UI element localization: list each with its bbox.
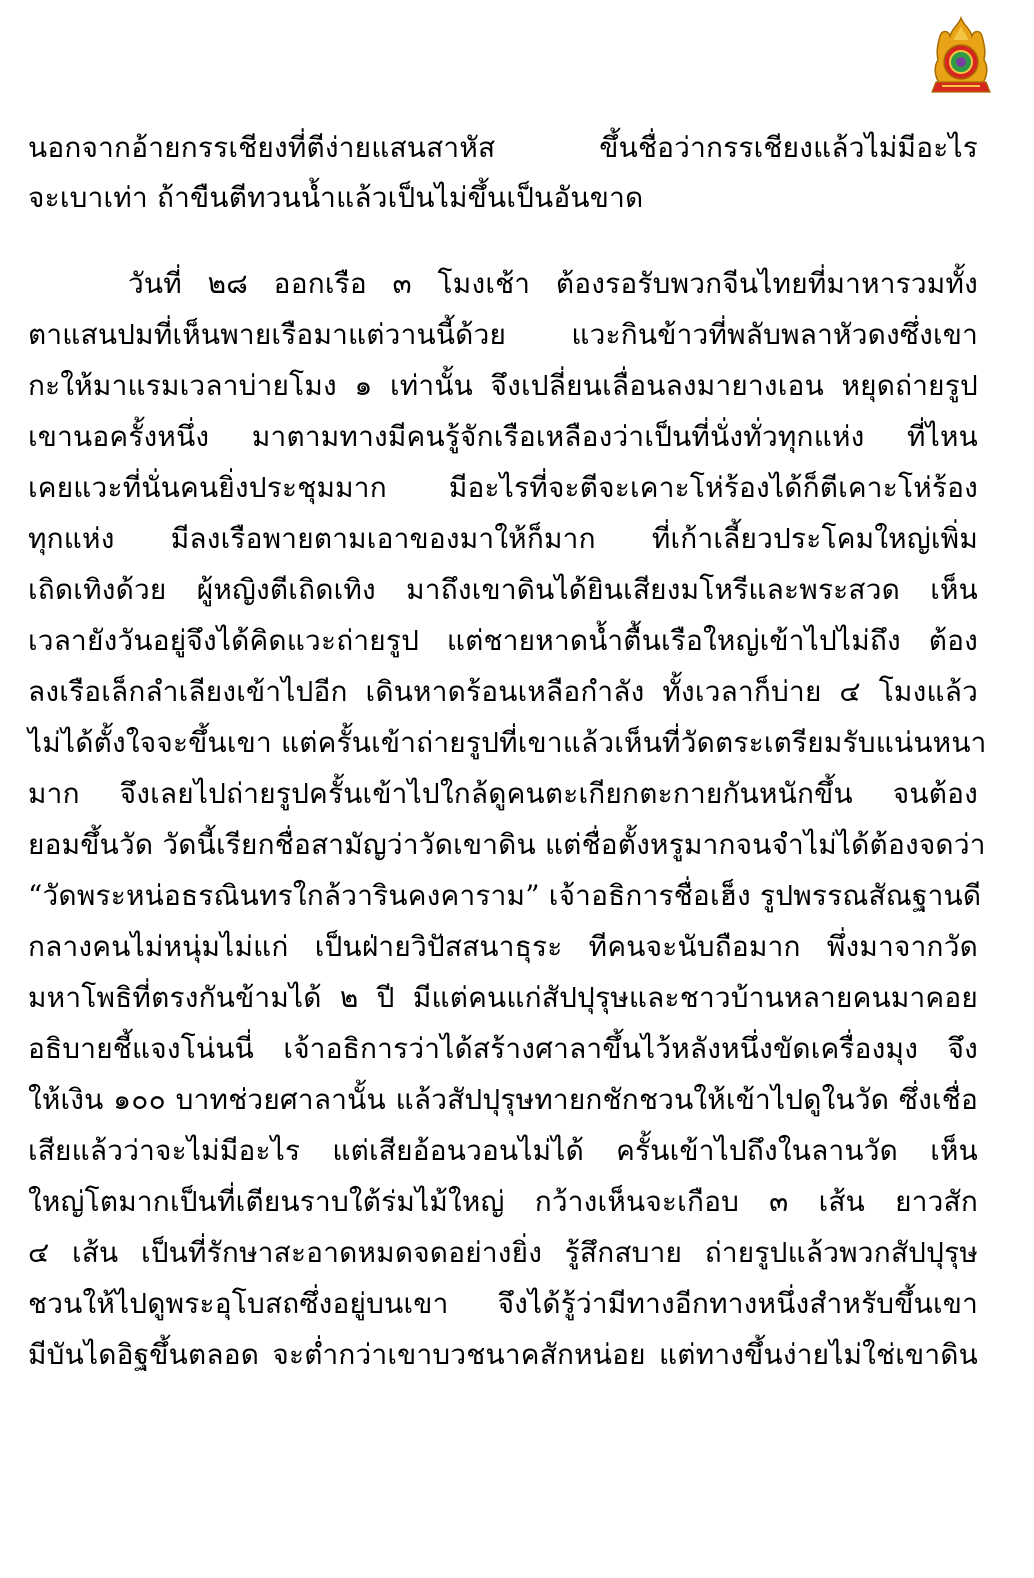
text-line: เถิดเทิงด้วย ผู้หญิงตีเถิดเทิง มาถึงเขาดินได้ยินเสียงมโหรีและพระสวด เห็น bbox=[28, 573, 978, 606]
text-line: กะให้มาแรมเวลาบ่ายโมง ๑ เท่านั้น จึงเปลี่ยนเลื่อนลงมายางเอน หยุดถ่ายรูป bbox=[28, 369, 978, 402]
text-line: มาก จึงเลยไปถ่ายรูปครั้นเข้าไปใกล้ดูคนตะเกียกตะกายกันหนักขึ้น จนต้อง bbox=[28, 777, 978, 810]
text-line: ตาแสนปมที่เห็นพายเรือมาแต่วานนี้ด้วย แวะกินข้าวที่พลับพลาหัวดงซึ่งเขา bbox=[28, 318, 978, 351]
text-line: มหาโพธิที่ตรงกันข้ามได้ ๒ ปี มีแต่คนแก่สัปปุรุษและชาวบ้านหลายคนมาคอย bbox=[28, 981, 978, 1014]
text-line: “วัดพระหน่อธรณินทรใกล้วารินคงคาราม” เจ้าอธิการชื่อเฮ็ง รูปพรรณสัณฐานดี bbox=[28, 879, 982, 912]
text-line: ใหญ่โตมากเป็นที่เตียนราบใต้ร่มไม้ใหญ่ กว้างเห็นจะเกือบ ๓ เส้น ยาวสัก bbox=[28, 1185, 978, 1218]
text-line: ชวนให้ไปดูพระอุโบสถซึ่งอยู่บนเขา จึงได้รู้ว่ามีทางอีกทางหนึ่งสำหรับขึ้นเขา bbox=[28, 1287, 978, 1320]
text-line: กลางคนไม่หนุ่มไม่แก่ เป็นฝ่ายวิปัสสนาธุระ ทีคนจะนับถือมาก พึ่งมาจากวัด bbox=[28, 930, 978, 963]
text-line: เสียแล้วว่าจะไม่มีอะไร แต่เสียอ้อนวอนไม่ได้ ครั้นเข้าไปถึงในลานวัด เห็น bbox=[28, 1134, 978, 1167]
text-line: อธิบายชี้แจงโน่นนี่ เจ้าอธิการว่าได้สร้างศาลาขึ้นไว้หลังหนึ่งขัดเครื่องมุง จึง bbox=[28, 1032, 978, 1065]
text-line: เคยแวะที่นั่นคนยิ่งประชุมมาก มีอะไรที่จะตีจะเคาะโห่ร้องได้ก็ตีเคาะโห่ร้อง bbox=[28, 471, 978, 504]
text-line: วันที่ ๒๘ ออกเรือ ๓ โมงเช้า ต้องรอรับพวกจีนไทยที่มาหารวมทั้ง bbox=[128, 267, 978, 300]
text-line: ๔ เส้น เป็นที่รักษาสะอาดหมดจดอย่างยิ่ง รู้สึกสบาย ถ่ายรูปแล้วพวกสัปปุรุษ bbox=[28, 1236, 978, 1269]
school-emblem-icon bbox=[928, 16, 994, 96]
text-line: นอกจากอ้ายกรรเชียงที่ตีง่ายแสนสาหัส ขึ้นชื่อว่ากรรเชียงแล้วไม่มีอะไร bbox=[28, 131, 978, 164]
text-line: ไม่ได้ตั้งใจจะขึ้นเขา แต่ครั้นเข้าถ่ายรูปที่เขาแล้วเห็นที่วัดตระเตรียมรับแน่นหนา bbox=[28, 726, 987, 759]
text-line: ทุกแห่ง มีลงเรือพายตามเอาของมาให้ก็มาก ที่เก้าเลี้ยวประโคมใหญ่เพิ่ม bbox=[28, 522, 978, 555]
text-line: เวลายังวันอยู่จึงได้คิดแวะถ่ายรูป แต่ชายหาดน้ำตื้นเรือใหญ่เข้าไปไม่ถึง ต้อง bbox=[28, 624, 978, 657]
text-line: ลงเรือเล็กลำเลียงเข้าไปอีก เดินหาดร้อนเหลือกำลัง ทั้งเวลาก็บ่าย ๔ โมงแล้ว bbox=[28, 675, 978, 708]
text-line: จะเบาเท่า ถ้าขืนตีทวนน้ำแล้วเป็นไม่ขึ้นเป็นอันขาด bbox=[28, 181, 644, 214]
text-line: ยอมขึ้นวัด วัดนี้เรียกชื่อสามัญว่าวัดเขาดิน แต่ชื่อตั้งหรูมากจนจำไม่ได้ต้องจดว่า bbox=[28, 828, 986, 861]
text-line: ให้เงิน ๑๐๐ บาทช่วยศาลานั้น แล้วสัปปุรุษทายกชักชวนให้เข้าไปดูในวัด ซึ่งเชื่อ bbox=[28, 1083, 978, 1116]
text-line: มีบันไดอิฐขึ้นตลอด จะต่ำกว่าเขาบวชนาคสักหน่อย แต่ทางขึ้นง่ายไม่ใช่เขาดิน bbox=[28, 1338, 978, 1371]
text-line: เขานอครั้งหนึ่ง มาตามทางมีคนรู้จักเรือเหลืองว่าเป็นที่นั่งทั่วทุกแห่ง ที่ไหน bbox=[28, 420, 978, 453]
